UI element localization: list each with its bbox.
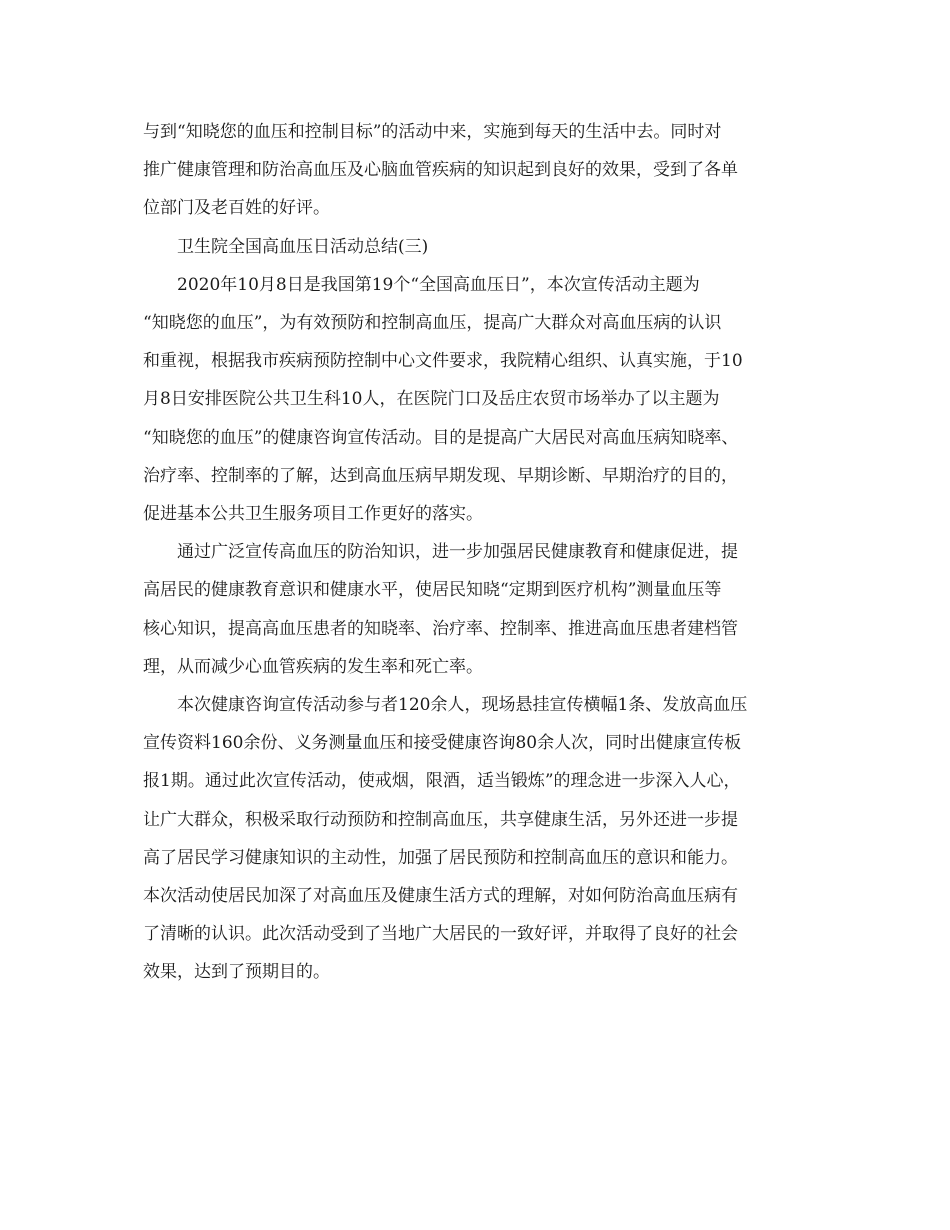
paragraph-event-overview: 2020年10月8日是我国第19个“全国高血压日”，本次宣传活动主题为 “知晓您的血压”，为有效预防和控制高血压，提高广大群众对高血压病的认识 和重视，根据我市疾病预防控制中心文件要求，我院精心组织、认真实施，于10 月8日安排医院公共卫生科10人，在医院门口及岳庄农贸市场举办了以主题为 “知晓您的血压”的健康咨询宣传活动。目的是提高广大居民对高血压病知晓率、 治疗率、控制率的了解，达到高血压病早期发现、早期诊断、早期治疗的目的， 促进基本公共卫生服务项目工作更好的落实。 — [143, 274, 743, 525]
paragraph-purpose: 通过广泛宣传高血压的防治知识，进一步加强居民健康教育和健康促进，提 高居民的健康教育意识和健康水平，使居民知晓“定期到医疗机构”测量血压等 核心知识，提高高血压患者的知晓率、治疗率、控制率、推进高血压患者建档管 理，从而减少心血管疾病的发生率和死亡率。 — [143, 542, 738, 677]
paragraph-results: 本次健康咨询宣传活动参与者120余人，现场悬挂宣传横幅1条、发放高血压 宣传资料160余份、义务测量血压和接受健康咨询80余人次，同时出健康宣传板 报1期。通过此次宣传活动，使戒烟，限酒，适当锻炼”的理念进一步深入人心， 让广大群众，积极采取行动预防和控制高血压，共享健康生活，另外还进一步提 高了居民学习健康知识的主动性，加强了居民预防和控制高血压的意识和能力。 本次活动使居民加深了对高血压及健康生活方式的理解，对如何防治高血压病有 了清晰的认识。此次活动受到了当地广大居民的一致好评，并取得了良好的社会 效果，达到了预期目的。 — [143, 695, 748, 983]
paragraph-intro-continuation: 与到“知晓您的血压和控制目标”的活动中来，实施到每天的生活中去。同时对 推广健康管理和防治高血压及心脑血管疾病的知识起到良好的效果，受到了各单 位部门及老百姓的好评。 — [143, 122, 738, 219]
document-body — [143, 113, 813, 992]
section-heading: 卫生院全国高血压日活动总结(三) — [177, 236, 429, 257]
